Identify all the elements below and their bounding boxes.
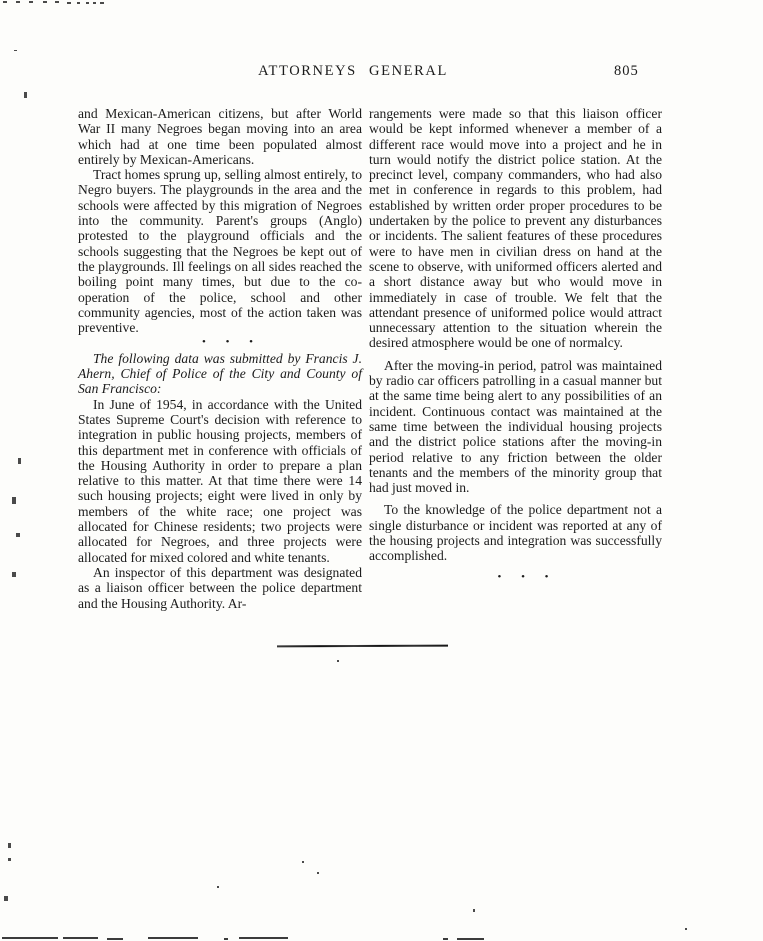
scan-artifact: [3, 1, 7, 3]
scan-artifact: [337, 660, 339, 662]
paragraph: rangements were made so that this liaison officer would be kept informed whenever a member of a different race would move into a project and he in turn would notify the district police station. At the precinct level, company commanders, who had also met in conference in regards to this problem, had established by written order proper procedures to be undertaken by the police to prevent any disturbances or incidents. The salient features of these procedures were to have men in civilian dress on hand at the scene to observe, with uniformed officers alerted and a short distance away but who would move in immediately in case of trouble. We felt that the attendant presence of uniformed police would attract unnecessary attention to the situation wherein the desired atmosphere would be one of normalcy.: [369, 106, 662, 351]
scan-artifact: [685, 928, 687, 930]
scan-artifact: [217, 886, 219, 888]
scan-artifact: [473, 909, 475, 912]
scan-artifact: [16, 1, 20, 3]
paragraph: In June of 1954, in accordance with the United States Supreme Court's decision with reference to integration in public housing projects, members of this department met in conference with officials of the Housing Authority in order to prepare a plan relative to this matter. At that time there were 14 such housing projects; eight were lived in only by members of the white race; one project was allocated for Chinese residents; two projects were allocated for Negroes, and three projects were allocated for mixed colored and white tenants.: [78, 396, 362, 565]
scan-artifact: [12, 572, 16, 577]
scan-artifact: [443, 938, 448, 940]
scan-artifact: [4, 896, 8, 901]
scan-artifact: [8, 843, 11, 848]
scan-artifact: [302, 861, 304, 863]
scan-artifact: [67, 2, 71, 4]
scan-artifact: [317, 872, 319, 874]
scan-artifact: [2, 937, 58, 939]
running-header-title: ATTORNEYS GENERAL: [258, 63, 448, 79]
scan-artifact: [93, 2, 96, 4]
scan-artifact: [14, 50, 17, 51]
scan-artifact: [18, 458, 21, 464]
scan-artifact: [16, 533, 20, 537]
scan-artifact: [86, 2, 89, 4]
scan-artifact: [12, 497, 16, 504]
paragraph: and Mexican-American citizens, but after World War II many Negroes began moving into an area which had at one time been populated almost entirely by Mexican-Americans.: [78, 106, 362, 167]
asterisk-separator: • • •: [201, 336, 254, 349]
scan-artifact: [43, 1, 47, 3]
left-text-column: [78, 106, 362, 611]
paragraph: After the moving-in period, patrol was maintained by radio car officers patrolling in a casual manner but at the same time being alert to any possibilities of an incident. Continuous contact was maintained at the same time between the individual housing projects and the district police stations after the moving-in period relative to any friction between the older tenants and the members of the minority group that had just moved in.: [369, 357, 662, 496]
scan-artifact: [77, 2, 80, 4]
paragraph: To the knowledge of the police department not a single disturbance or incident was reported at any of the housing projects and integration was successfully accomplished.: [369, 502, 662, 564]
scan-artifact: [55, 1, 59, 3]
scan-artifact: [8, 858, 11, 861]
paragraph: Tract homes sprung up, selling almost entirely, to Negro buyers. The playgrounds in the area and the schools were affected by this migration of Negroes into the community. Parent's groups (Anglo) protested to the playground officials and the schools suggesting that the Negroes be kept out of the playgrounds. Ill feelings on all sides reached the boiling point many times, but due to the co-operation of the police, school and other community agencies, most of the action taken was preventive.: [78, 167, 362, 336]
right-text-column: [369, 106, 662, 585]
scan-artifact: [224, 938, 228, 940]
scan-artifact: [107, 938, 123, 940]
asterisk-separator: • • •: [497, 570, 549, 583]
scan-artifact: [148, 937, 198, 939]
section-divider-rule: [277, 645, 448, 648]
scan-artifact: [63, 937, 98, 939]
scan-artifact: [457, 938, 484, 940]
scan-artifact: [24, 92, 27, 98]
attribution-paragraph: The following data was submitted by Francis J. Ahern, Chief of Police of the City and County of San Francisco:: [78, 350, 362, 397]
scan-artifact: [29, 1, 33, 3]
page-number: 805: [614, 63, 639, 79]
scan-artifact: [100, 2, 104, 4]
scan-artifact: [239, 937, 288, 939]
paragraph: An inspector of this department was designated as a liaison officer between the police department and the Housing Authority. Ar-: [78, 564, 362, 611]
